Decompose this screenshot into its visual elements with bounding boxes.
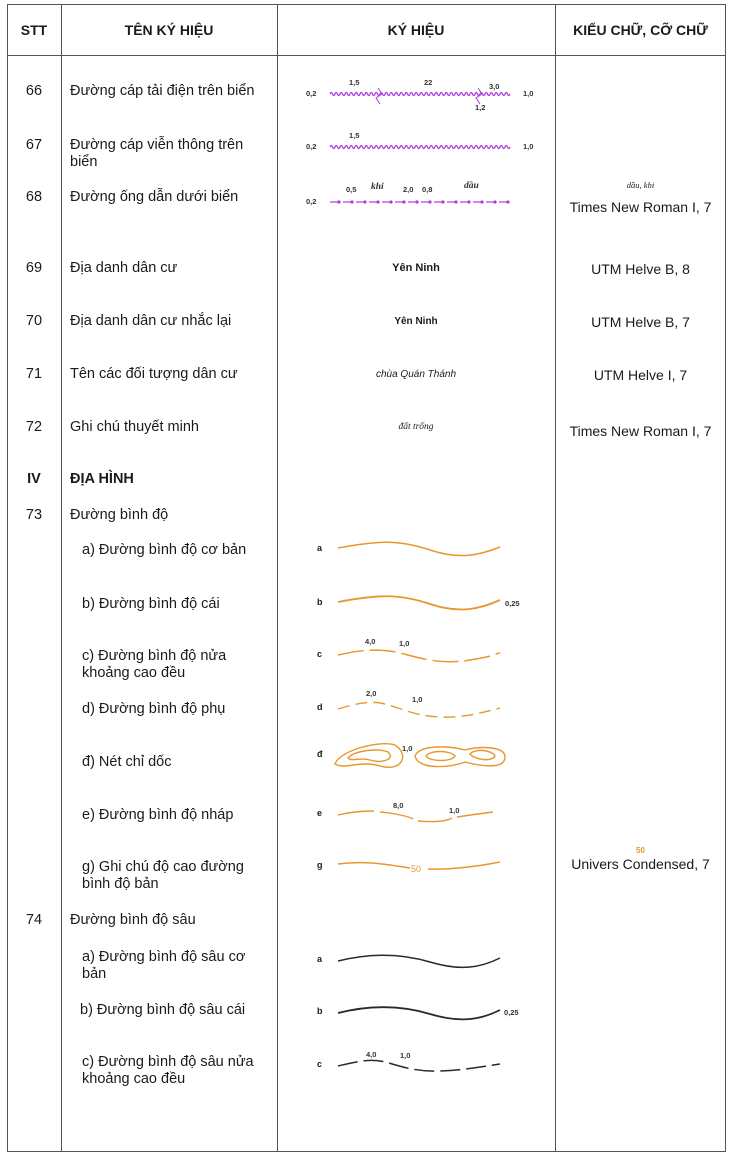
name-73g: g) Ghi chú độ cao đường bình độ bản: [82, 859, 244, 892]
contour-index-line: [338, 596, 500, 609]
letter-73dd: đ: [317, 749, 323, 759]
name-67: Đường cáp viễn thông trên biển: [70, 137, 244, 170]
dim-74b: 0,25: [504, 1008, 519, 1017]
name-69: Địa danh dân cư: [70, 260, 178, 276]
stt-71: 71: [25, 366, 43, 382]
name-72: Ghi chú thuyết minh: [70, 419, 199, 435]
gap-73c: 1,0: [399, 639, 410, 648]
letter-74c: c: [317, 1059, 323, 1069]
name-74: Đường bình độ sâu: [70, 912, 196, 928]
letter-73a: a: [317, 543, 323, 553]
sample-70: Yên Ninh: [394, 316, 438, 327]
stt-73: 73: [25, 507, 43, 523]
dim-label: 0,5: [346, 185, 357, 194]
dim-label: 1,5: [349, 78, 360, 87]
contour-draft-line: [338, 811, 493, 822]
gas-label: khi: [371, 182, 384, 192]
contour-basic-line: [338, 542, 500, 555]
dim-label: 1,5: [349, 131, 360, 140]
sample-72: đất trống: [398, 422, 434, 432]
section-number: IV: [27, 471, 41, 487]
dim-label: 3,0: [489, 82, 500, 91]
dash-73e: 8,0: [393, 801, 404, 810]
sample-71: chùa Quán Thánh: [375, 369, 457, 380]
name-70: Địa danh dân cư nhắc lại: [70, 313, 232, 329]
name-74c: c) Đường bình độ sâu nửa khoảng cao đều: [82, 1054, 254, 1087]
name-73d: d) Đường bình độ phụ: [82, 701, 226, 717]
gap-73dd: 1,0: [402, 744, 413, 753]
stt-68: 68: [25, 189, 43, 205]
name-73c: c) Đường bình độ nửa khoảng cao đều: [82, 648, 227, 681]
sample-69: Yên Ninh: [392, 262, 440, 274]
stt-69: 69: [25, 260, 43, 276]
depth-half-line: [338, 1060, 500, 1071]
name-66: Đường cáp tải điện trên biển: [70, 83, 255, 99]
letter-73e: e: [317, 808, 323, 818]
section-title: ĐỊA HÌNH: [70, 471, 134, 487]
name-73: Đường bình độ: [70, 507, 169, 523]
dim-label: 0,8: [422, 185, 433, 194]
contour-labeled-line: [338, 862, 500, 869]
dash-73c: 4,0: [365, 637, 376, 646]
font-71: UTM Helve I, 7: [593, 367, 688, 383]
gap-73e: 1,0: [449, 806, 460, 815]
name-71: Tên các đối tượng dân cư: [70, 366, 238, 382]
dash-74c: 4,0: [366, 1050, 377, 1059]
dim-label: 1,0: [523, 142, 534, 151]
header-font: KIỂU CHỮ, CỠ CHỮ: [573, 21, 708, 38]
depth-index-line: [338, 1007, 500, 1019]
letter-73c: c: [317, 649, 323, 659]
dim-label: 1,2: [475, 103, 486, 112]
letter-74b: b: [317, 1006, 323, 1016]
name-73a: a) Đường bình độ cơ bản: [82, 542, 247, 558]
letter-73b: b: [317, 597, 323, 607]
font-69: UTM Helve B, 8: [591, 261, 690, 277]
name-74b: b) Đường bình độ sâu cái: [80, 1002, 246, 1018]
name-74a: a) Đường bình độ sâu cơ bản: [82, 949, 246, 982]
header-stt: STT: [20, 21, 48, 38]
header-name: TÊN KÝ HIỆU: [124, 21, 214, 38]
contour-half-line: [338, 650, 500, 662]
header-symbol: KÝ HIỆU: [387, 21, 445, 38]
dim-label: 2,0: [403, 185, 414, 194]
name-73b: b) Đường bình độ cái: [82, 596, 220, 612]
stt-74: 74: [25, 912, 43, 928]
depth-basic-line: [338, 955, 500, 967]
letter-73g: g: [317, 860, 323, 870]
letter-74a: a: [317, 954, 323, 964]
font-sample-73g: 50: [636, 846, 645, 855]
dim-73b: 0,25: [505, 599, 520, 608]
stt-72: 72: [25, 419, 43, 435]
font-73g: Univers Condensed, 7: [571, 856, 710, 872]
contour-aux-line: [338, 702, 500, 717]
name-73dd: đ) Nét chỉ dốc: [82, 754, 172, 770]
dash-73d: 2,0: [366, 689, 377, 698]
gap-73d: 1,0: [412, 695, 423, 704]
stt-66: 66: [25, 83, 43, 99]
gap-74c: 1,0: [400, 1051, 411, 1060]
font-sample-68: dầu, khi: [626, 180, 655, 190]
name-68: Đường ống dẫn dưới biển: [70, 189, 239, 205]
slope-indicator-lines: [335, 744, 505, 768]
name-73e: e) Đường bình độ nháp: [82, 807, 234, 823]
dim-label: 1,0: [523, 89, 534, 98]
font-72: Times New Roman I, 7: [569, 423, 712, 439]
dim-label: 22: [424, 78, 433, 87]
contour-value-label: 50: [411, 864, 422, 874]
dim-label: 0,2: [306, 197, 317, 206]
font-70: UTM Helve B, 7: [591, 314, 690, 330]
stt-67: 67: [25, 137, 43, 153]
oil-label: dầu: [464, 181, 479, 191]
letter-73d: d: [317, 702, 323, 712]
stt-70: 70: [25, 313, 43, 329]
font-68: Times New Roman I, 7: [569, 199, 712, 215]
dim-label: 0,2: [306, 89, 317, 98]
dim-label: 0,2: [306, 142, 317, 151]
